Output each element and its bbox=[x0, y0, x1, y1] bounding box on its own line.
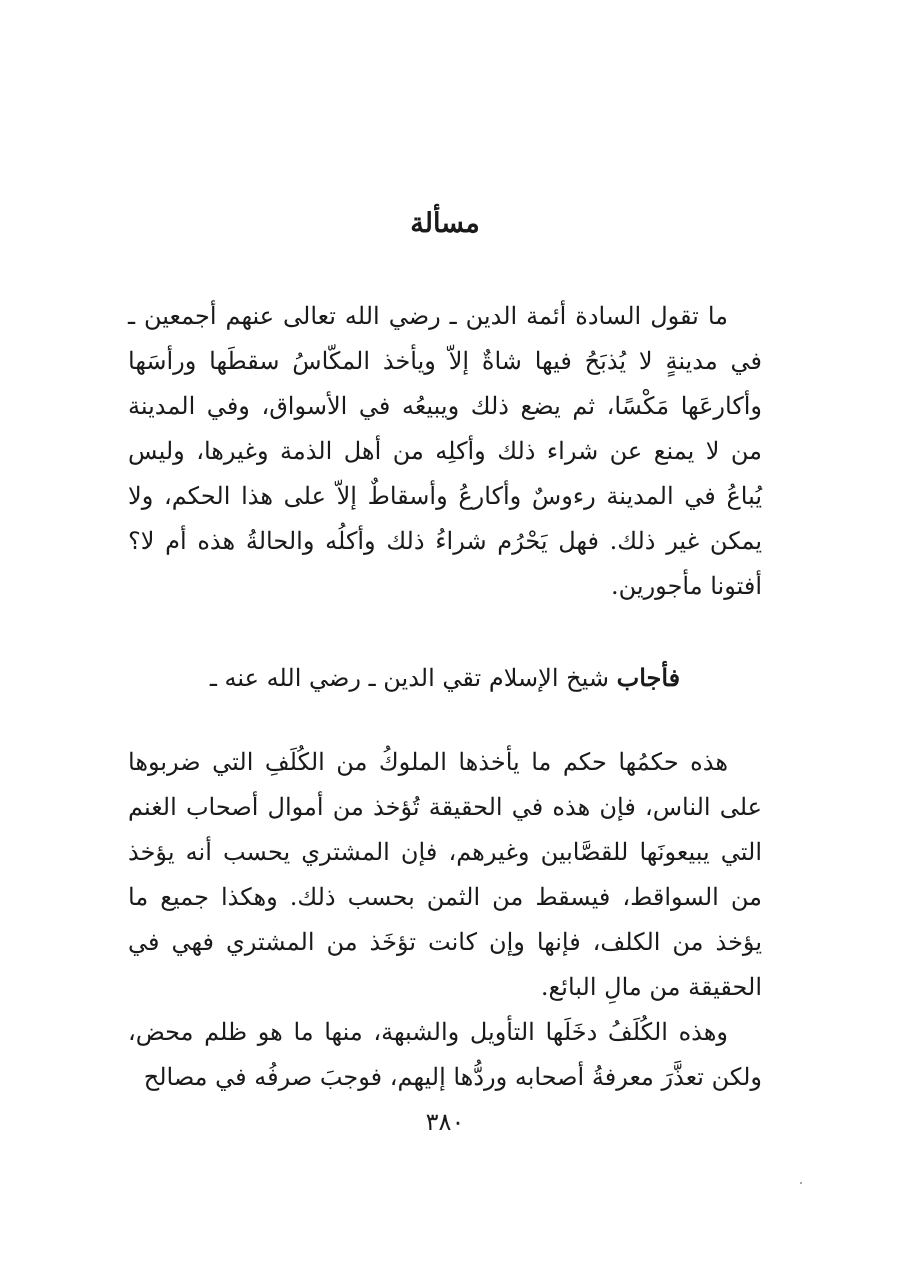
answer-paragraph-1-text: هذه حكمُها حكم ما يأخذها الملوكُ من الكُلَفِ التي ضربوها على الناس، فإن هذه في الحقيقة تُؤخذ من أموال أصحاب الغنم التي يبيعونَها للقصَّابين وغيرهم، فإن المشتري يحسب أنه يؤخذ من السواقط، فيسقط من الثمن بحسب ذلك. وهكذا جميع ما يؤخذ من الكلف، فإنها وإن كانت تؤخَذ من المشتري فهي في الحقيقة من مالِ البائع. bbox=[128, 748, 762, 1001]
answer-heading-lead: فأجاب bbox=[616, 663, 681, 692]
answer-heading-rest: شيخ الإسلام تقي الدين ـ رضي الله عنه ـ bbox=[209, 664, 609, 692]
answer-paragraph-2-text: وهذه الكُلَفُ دخَلَها التأويل والشبهة، منها ما هو ظلم محض، ولكن تعذَّرَ معرفةُ أصحابه وردُّها إليهم، فوجبَ صرفُه في مصالح bbox=[128, 1018, 762, 1091]
book-page bbox=[128, 0, 762, 1271]
question-text: ما تقول السادة أئمة الدين ـ رضي الله تعالى عنهم أجمعين ـ في مدينةٍ لا يُذبَحُ فيها شاةٌ إلاّ ويأخذ المكّاسُ سقطَها ورأسَها وأكارعَها مَكْسًا، ثم يضع ذلك ويبيعُه في الأسواق، وفي المدينة من لا يمنع عن شراء ذلك وأكلِه من أهل الذمة وغيرها، وليس يُباعُ في المدينة رءوسٌ وأكارعُ وأسقاطٌ إلاّ على هذا الحكم، ولا يمكن غير ذلك. فهل يَحْرُم شراءُ ذلك وأكلُه والحالةُ هذه أم لا؟ أفتونا مأجورين. bbox=[128, 302, 762, 600]
answer-paragraph-2 bbox=[128, 1010, 762, 1100]
page-title: مسألة bbox=[410, 208, 480, 239]
answer-heading bbox=[128, 658, 762, 698]
question-paragraph bbox=[128, 294, 762, 609]
page-number: ٣٨٠ bbox=[425, 1108, 465, 1136]
answer-paragraph-1 bbox=[128, 740, 762, 1010]
scan-speck bbox=[800, 1182, 802, 1184]
